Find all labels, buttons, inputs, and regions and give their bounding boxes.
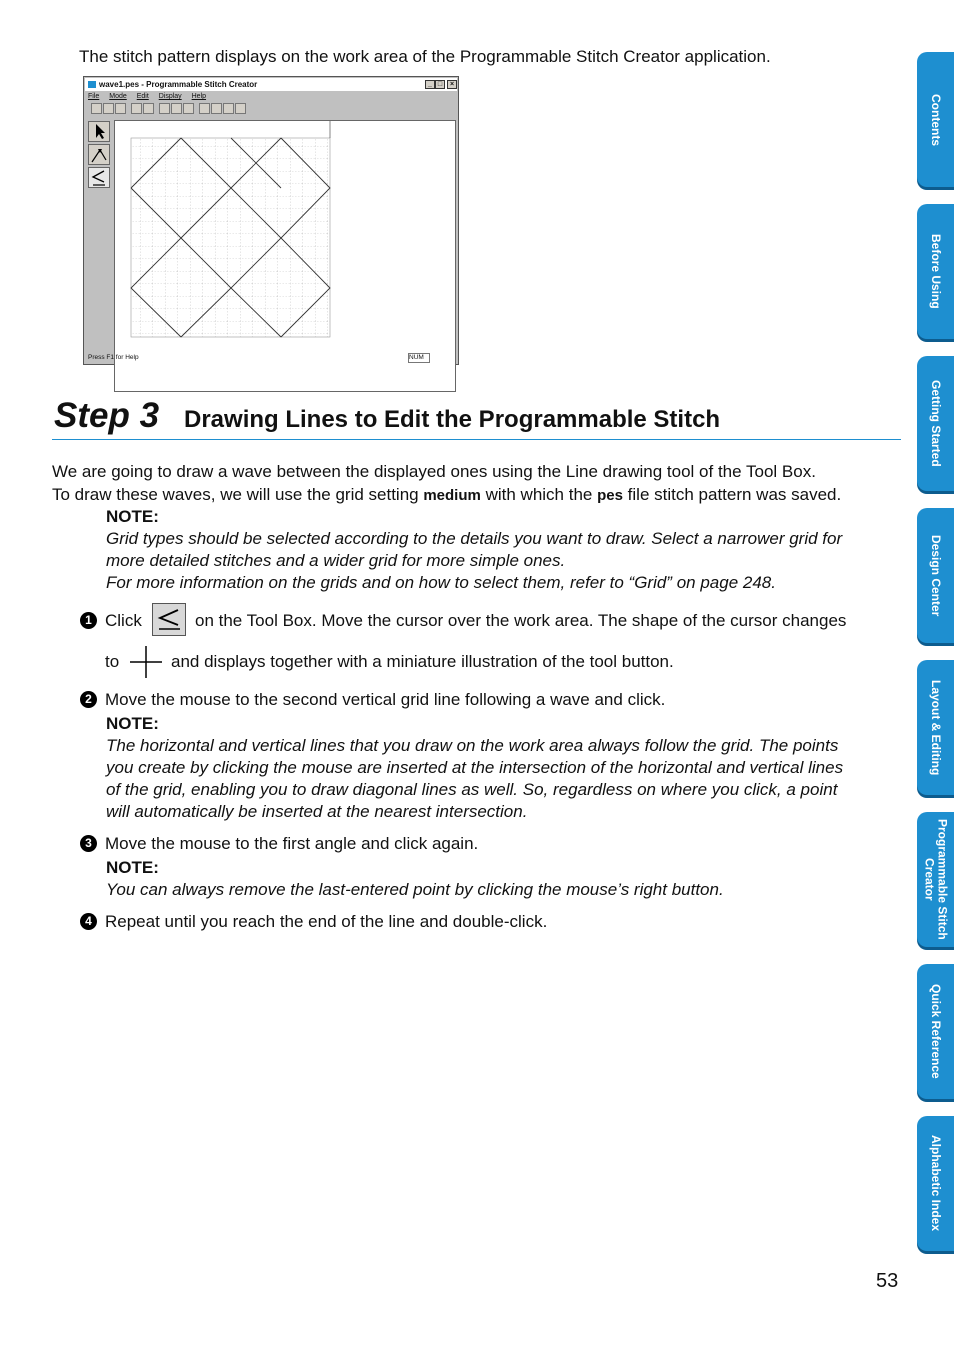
step-4-number: 4 [80, 913, 97, 930]
menu-file[interactable]: File [88, 93, 100, 100]
maximize-button[interactable]: □ [435, 80, 445, 89]
step-1-text-d: and displays together with a miniature illustration of the tool button. [171, 652, 674, 671]
open-icon[interactable] [103, 103, 114, 114]
menu-edit[interactable]: Edit [136, 93, 149, 100]
tab-programmable-stitch-creator[interactable] [917, 812, 954, 947]
step-2-text: Move the mouse to the second vertical grid line following a wave and click. [105, 690, 666, 709]
step-1-number: 1 [80, 612, 97, 629]
step-1-text-a: Click [105, 611, 142, 630]
app-screenshot [83, 76, 459, 365]
tab-contents-label: Contents [929, 93, 943, 146]
refresh-icon[interactable] [235, 103, 246, 114]
grid-icon[interactable] [199, 103, 210, 114]
line-draw-icon [89, 168, 109, 187]
tab-design-center-label: Design Center [929, 534, 943, 617]
menu-mode[interactable]: Mode [109, 93, 127, 100]
tab-contents[interactable] [917, 52, 954, 187]
tab-programmable-stitch-creator-label: Programmable Stitch Creator [922, 819, 950, 940]
menu-bar [88, 91, 214, 102]
paragraph-2-part-e: file stitch pattern was saved. [622, 485, 842, 504]
tab-layout-editing[interactable] [917, 660, 954, 795]
note-1-line-2: more detailed stitches and a wider grid for more simple ones. [106, 551, 566, 570]
tab-design-center[interactable] [917, 508, 954, 643]
status-bar [86, 352, 456, 363]
new-icon[interactable] [91, 103, 102, 114]
window-title-bar [85, 78, 457, 91]
status-help-text: Press F1 for Help [88, 354, 139, 361]
paragraph-1: We are going to draw a wave between the displayed ones using the Line drawing tool of the Tool Box. [52, 462, 816, 481]
tab-quick-reference[interactable] [917, 964, 954, 1099]
heading-rule [52, 439, 901, 440]
step-2-number: 2 [80, 691, 97, 708]
note-2-heading: NOTE: [106, 714, 159, 733]
window-title: wave1.pes - Programmable Stitch Creator [99, 80, 258, 89]
menu-help[interactable]: Help [191, 93, 207, 100]
step-4-text: Repeat until you reach the end of the line and double-click. [105, 912, 548, 931]
paragraph-2-part-a: To draw these waves, we will use the grid setting [52, 485, 424, 504]
minimize-button[interactable]: _ [425, 80, 435, 89]
step-1-text-b: on the Tool Box. Move the cursor over the work area. The shape of the cursor changes [195, 611, 847, 630]
line-tool-button[interactable] [88, 167, 110, 188]
save-icon[interactable] [115, 103, 126, 114]
note-1-line-1: Grid types should be selected according to the details you want to draw. Select a narrower grid for [106, 529, 843, 548]
step-3-number: 3 [80, 835, 97, 852]
arrow-cursor-icon [89, 122, 109, 141]
line-draw-icon [153, 604, 185, 635]
tab-before-using[interactable] [917, 204, 954, 339]
page-number: 53 [876, 1270, 899, 1292]
crosshair-cursor-icon [130, 646, 162, 678]
note-1-line-3: For more information on the grids and on how to select them, refer to “Grid” on page 248. [106, 573, 776, 592]
tab-alphabetic-index[interactable] [917, 1116, 954, 1251]
note-1-heading: NOTE: [106, 507, 159, 526]
rotate-icon[interactable] [223, 103, 234, 114]
select-tool-button[interactable] [88, 121, 110, 142]
file-type-pes: pes [597, 487, 623, 504]
note-2-line-1: The horizontal and vertical lines that you draw on the work area always follow the grid. The points [106, 736, 839, 755]
stitch-grid-canvas [115, 121, 455, 391]
paragraph-2-part-c: with which the [480, 485, 598, 504]
note-2-line-3: of the grid, enabling you to draw diagonal lines as well. So, regardless on where you click, a point [106, 780, 838, 799]
note-2-line-4: will automatically be inserted at the nearest intersection. [106, 802, 528, 821]
tab-quick-reference-label: Quick Reference [929, 984, 943, 1079]
note-2-line-2: you create by clicking the mouse are inserted at the intersection of the horizontal and vertical lines [106, 758, 844, 777]
step-title: Drawing Lines to Edit the Programmable Stitch [184, 406, 721, 433]
paste-icon[interactable] [159, 103, 170, 114]
copy-icon[interactable] [143, 103, 154, 114]
step-1-text-c: to [105, 652, 120, 671]
tab-getting-started-label: Getting Started [929, 380, 943, 467]
step-3-text: Move the mouse to the first angle and click again. [105, 834, 479, 853]
paragraph-2 [52, 484, 841, 507]
tab-alphabetic-index-label: Alphabetic Index [929, 1135, 943, 1232]
zoom-icon[interactable] [211, 103, 222, 114]
grid-setting-medium: medium [423, 487, 481, 504]
cut-icon[interactable] [131, 103, 142, 114]
app-icon [88, 81, 96, 88]
tool-box [88, 121, 112, 191]
point-edit-tool-button[interactable] [88, 144, 110, 165]
note-3-heading: NOTE: [106, 858, 159, 877]
tab-getting-started[interactable] [917, 356, 954, 491]
num-lock-indicator: NUM [408, 353, 430, 363]
intro-text: The stitch pattern displays on the work area of the Programmable Stitch Creator application. [79, 47, 771, 66]
tab-layout-editing-label: Layout & Editing [929, 679, 943, 776]
point-edit-icon [89, 145, 109, 164]
duplicate-icon[interactable] [183, 103, 194, 114]
delete-icon[interactable] [171, 103, 182, 114]
tab-before-using-label: Before Using [929, 234, 943, 309]
line-tool-button-illustration [152, 603, 186, 636]
step-label: Step 3 [54, 396, 160, 435]
close-button[interactable]: × [447, 80, 457, 89]
note-3-line-1: You can always remove the last-entered point by clicking the mouse’s right button. [106, 880, 724, 899]
menu-display[interactable]: Display [158, 93, 182, 100]
